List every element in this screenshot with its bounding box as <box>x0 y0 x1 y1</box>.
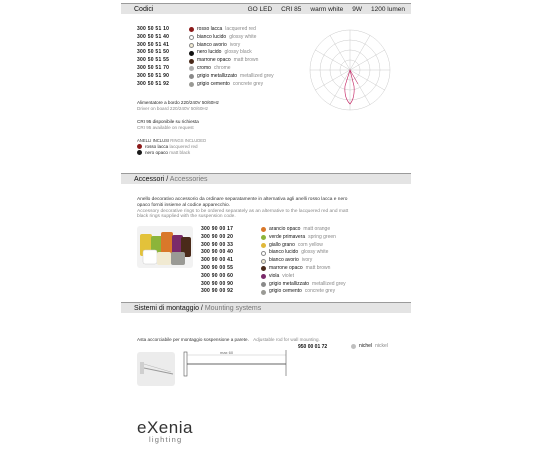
brand-name: eXenia <box>137 418 193 437</box>
photometric-diagram <box>300 24 400 120</box>
section-bar-accessori: Accessori / Accessories <box>121 173 411 184</box>
color-swatch <box>189 51 194 56</box>
color-swatch <box>261 251 266 256</box>
finish-en: metallized grey <box>240 72 274 79</box>
cri-it: CRI 95 disponibile su richiesta <box>137 119 199 124</box>
color-swatch <box>261 266 266 271</box>
accessory-code: 300 90 00 20 <box>201 233 234 240</box>
finish-en: violet <box>282 272 294 279</box>
code-row <box>137 57 274 65</box>
product-code: 300 50 51 70 <box>137 64 170 71</box>
finish-en: glossy white <box>229 33 257 40</box>
mount-rod-drawing <box>182 346 292 382</box>
finish-it: viola <box>269 272 280 279</box>
product-code: 300 50 51 90 <box>137 72 170 79</box>
finish-en: ivory <box>229 41 241 48</box>
brand-sub: lighting <box>149 435 183 444</box>
ring-en: matt black <box>169 149 191 155</box>
finish-it: bianco lucido <box>269 249 299 256</box>
finish-it: rosso lacca <box>197 26 223 32</box>
code-row <box>137 42 274 50</box>
code-row <box>137 49 274 57</box>
code-row <box>137 34 274 42</box>
dimension-label: max 60 <box>220 350 234 355</box>
spec-list <box>248 4 411 14</box>
finish-it: marrone opaco <box>197 57 231 64</box>
color-swatch <box>261 259 266 264</box>
product-code-list <box>137 26 274 88</box>
accessory-code-list <box>201 226 346 296</box>
section-title: Sistemi di montaggio <box>134 305 199 312</box>
finish-it: grigio metallizzato <box>269 280 310 287</box>
mount-finish-en: nickel <box>375 343 388 349</box>
spec-lumen: 1200 lumen <box>371 6 405 13</box>
finish-en: matt brown <box>233 57 259 64</box>
rod-image <box>137 352 175 386</box>
accessory-desc-it: Anello decorativo accessorio da ordinare separatamente in alternativa agli anelli rosso lacca e nero opaco forniti insieme al codice apparecchio. <box>137 197 348 208</box>
spec-color: warm white <box>310 6 344 13</box>
color-swatch <box>261 235 266 240</box>
mount-rod-photo <box>137 352 175 386</box>
driver-it: Alimentatore a bordo 220/240V 50/60Hz <box>137 100 219 105</box>
cri-en: CRI 95 available on request <box>137 124 194 130</box>
finish-it: bianco avorio <box>197 41 227 48</box>
color-swatch <box>189 35 194 40</box>
accessory-code: 300 90 00 60 <box>201 272 234 279</box>
finish-it: bianco avorio <box>269 257 299 264</box>
code-row <box>201 273 346 281</box>
finish-en: glossy black <box>224 49 252 56</box>
product-code: 300 50 51 41 <box>137 41 170 48</box>
code-row <box>201 257 346 265</box>
code-row <box>137 26 274 34</box>
ring-row <box>137 150 206 156</box>
section-bar-sistemi: Sistemi di montaggio / Mounting systems <box>121 302 411 313</box>
mounting-description <box>137 337 320 342</box>
spec-power: 9W <box>352 6 363 13</box>
section-bar-codici <box>121 3 411 14</box>
product-code: 300 50 51 55 <box>137 57 170 64</box>
color-swatch <box>189 27 194 32</box>
color-swatch <box>261 274 266 279</box>
code-row <box>201 249 346 257</box>
driver-en: Driver on board 220/240V 50/60Hz <box>137 105 208 111</box>
finish-en: lacquered red <box>225 26 256 32</box>
finish-it: giallo grano <box>269 241 295 248</box>
code-row <box>201 234 346 242</box>
section-title-en: Mounting systems <box>204 305 262 312</box>
finish-it: grigio metallizzato <box>197 72 238 79</box>
finish-it: marrone opaco <box>269 264 303 271</box>
mount-finish-it: nichel <box>359 343 373 349</box>
color-swatch <box>351 344 356 349</box>
rings-heading-en: RINGS INCLUDED <box>170 138 207 143</box>
finish-it: nero lucido <box>197 49 222 56</box>
product-code: 300 50 51 10 <box>137 26 170 32</box>
finish-it: verde primavera <box>269 233 306 240</box>
code-row <box>201 265 346 273</box>
section-title: Accessori <box>134 176 165 183</box>
mount-desc-en: Adjustable rod for wall mounting. <box>253 337 320 342</box>
accessory-code: 300 90 00 33 <box>201 241 234 248</box>
finish-en: spring green <box>308 233 336 240</box>
color-swatch <box>189 82 194 87</box>
spec-source: GO LED <box>247 6 273 13</box>
code-row <box>201 226 346 234</box>
accessory-description <box>137 197 359 220</box>
color-swatch <box>261 243 266 248</box>
driver-note <box>137 100 219 111</box>
product-code: 300 50 51 92 <box>137 80 170 87</box>
rings-included <box>137 138 206 156</box>
rings-heading-it: ANELLI INCLUSI <box>137 138 170 143</box>
accessory-code: 300 90 00 92 <box>201 288 234 295</box>
product-code: 300 50 51 40 <box>137 33 170 40</box>
color-swatch <box>189 74 194 79</box>
accessory-code: 300 90 00 17 <box>201 226 234 232</box>
section-title-en: Accessories <box>169 176 208 183</box>
color-swatch <box>261 290 266 295</box>
code-row <box>201 242 346 250</box>
finish-en: concrete grey <box>232 80 264 87</box>
cri-note <box>137 119 199 130</box>
finish-it: arancio opaco <box>269 226 301 232</box>
accessory-desc-en: Accessory decorative rings to be ordered separately as an alternative to the lacquered red and matt black rings supplied with the suspension code. <box>137 208 349 220</box>
code-row <box>201 281 346 289</box>
color-swatch <box>261 282 266 287</box>
accessory-code: 300 90 00 41 <box>201 257 234 264</box>
product-code: 300 50 51 50 <box>137 49 170 56</box>
finish-en: chrome <box>213 64 231 71</box>
rings-image <box>137 226 193 268</box>
accessory-rings-photo <box>137 226 193 268</box>
finish-en: corn yellow <box>297 241 323 248</box>
color-swatch <box>261 227 266 232</box>
mount-code: 950 00 01 72 <box>298 344 328 350</box>
ring-row <box>137 144 206 150</box>
finish-en: ivory <box>301 257 313 264</box>
ring-it: nero opaco <box>145 149 168 155</box>
brand-logo <box>137 419 193 444</box>
code-row <box>137 65 274 73</box>
color-swatch <box>189 59 194 64</box>
code-row <box>137 73 274 81</box>
accessory-code: 300 90 00 40 <box>201 249 234 256</box>
code-row <box>137 81 274 89</box>
finish-it: grigio cemento <box>197 80 230 87</box>
finish-en: glossy white <box>301 249 329 256</box>
ring-it: rosso lacca <box>145 143 169 149</box>
code-row <box>201 288 346 296</box>
spec-cri: CRI 85 <box>281 6 302 13</box>
color-swatch <box>189 43 194 48</box>
color-swatch <box>137 144 142 149</box>
accessory-code: 300 90 00 90 <box>201 280 234 287</box>
finish-en: matt orange <box>303 226 331 232</box>
color-swatch <box>189 66 194 71</box>
mount-finish <box>351 343 388 349</box>
accessory-code: 300 90 00 55 <box>201 264 234 271</box>
ring-en: lacquered red <box>169 143 198 149</box>
finish-en: metallized grey <box>312 280 346 287</box>
finish-it: bianco lucido <box>197 33 227 40</box>
section-title: Codici <box>134 6 154 13</box>
color-swatch <box>137 150 142 155</box>
finish-en: matt brown <box>305 264 331 271</box>
finish-en: concrete grey <box>304 288 336 295</box>
finish-it: grigio cemento <box>269 288 302 295</box>
mount-desc-it: Asta accorciabile per montaggio sospensione a parete. <box>137 337 249 342</box>
finish-it: cromo <box>197 64 211 71</box>
